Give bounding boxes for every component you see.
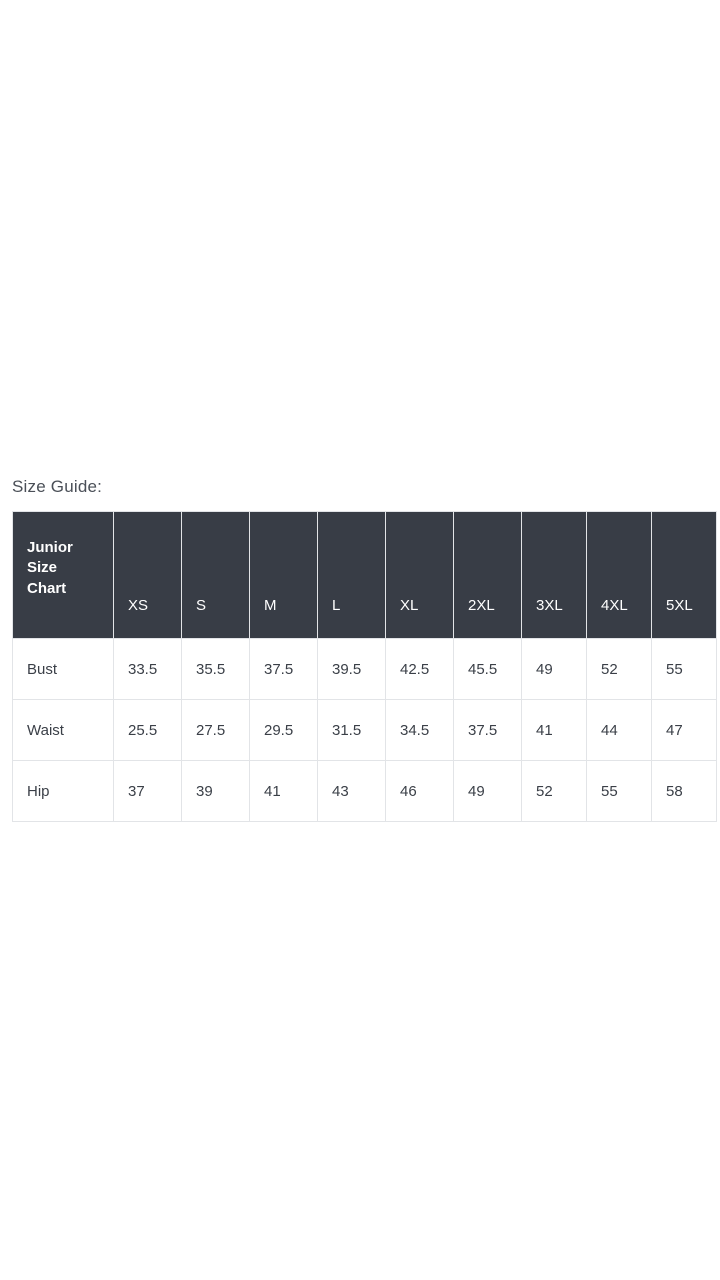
junior-size-chart-table bbox=[12, 511, 717, 822]
cell-bust-xl-text: 42.5 bbox=[400, 660, 430, 678]
cell-bust-3xl-text: 49 bbox=[536, 660, 553, 678]
header-size-2xl bbox=[454, 512, 522, 639]
cell-bust-l bbox=[318, 639, 386, 700]
cell-hip-3xl bbox=[522, 761, 587, 822]
size-guide-label: Size Guide: bbox=[12, 477, 103, 496]
cell-hip-2xl bbox=[454, 761, 522, 822]
cell-waist-4xl bbox=[587, 700, 652, 761]
cell-hip-l-text: 43 bbox=[332, 782, 349, 800]
header-size-5xl-label: 5XL bbox=[666, 596, 693, 614]
cell-hip-xs-text: 37 bbox=[128, 782, 145, 800]
cell-hip-4xl-text: 55 bbox=[601, 782, 618, 800]
cell-hip-xl-text: 46 bbox=[400, 782, 417, 800]
header-size-xl-label: XL bbox=[400, 596, 419, 614]
cell-waist-xs-text: 25.5 bbox=[128, 721, 158, 739]
cell-bust-4xl-text: 52 bbox=[601, 660, 618, 678]
cell-waist-xl-text: 34.5 bbox=[400, 721, 430, 739]
header-size-3xl-label: 3XL bbox=[536, 596, 563, 614]
cell-bust-s bbox=[182, 639, 250, 700]
cell-waist-5xl bbox=[652, 700, 717, 761]
cell-waist-2xl-text: 37.5 bbox=[468, 721, 498, 739]
cell-bust-xs-text: 33.5 bbox=[128, 660, 158, 678]
cell-bust-xl bbox=[386, 639, 454, 700]
header-size-2xl-label: 2XL bbox=[468, 596, 495, 614]
header-size-s-label: S bbox=[196, 596, 207, 614]
table-row bbox=[13, 761, 717, 822]
cell-waist-xl bbox=[386, 700, 454, 761]
cell-waist-2xl bbox=[454, 700, 522, 761]
cell-waist-3xl bbox=[522, 700, 587, 761]
header-size-m bbox=[250, 512, 318, 639]
cell-waist-l bbox=[318, 700, 386, 761]
cell-waist-5xl-text: 47 bbox=[666, 721, 683, 739]
table-header bbox=[13, 512, 717, 639]
cell-waist-3xl-text: 41 bbox=[536, 721, 553, 739]
row-label-hip-text: Hip bbox=[27, 782, 50, 800]
cell-bust-5xl bbox=[652, 639, 717, 700]
cell-hip-xs bbox=[114, 761, 182, 822]
row-label-waist-text: Waist bbox=[27, 721, 64, 739]
cell-bust-l-text: 39.5 bbox=[332, 660, 362, 678]
cell-hip-3xl-text: 52 bbox=[536, 782, 553, 800]
cell-hip-s bbox=[182, 761, 250, 822]
cell-hip-4xl bbox=[587, 761, 652, 822]
cell-bust-5xl-text: 55 bbox=[666, 660, 683, 678]
size-chart-container bbox=[12, 511, 709, 822]
cell-waist-l-text: 31.5 bbox=[332, 721, 362, 739]
cell-bust-3xl bbox=[522, 639, 587, 700]
cell-hip-xl bbox=[386, 761, 454, 822]
table-row bbox=[13, 700, 717, 761]
header-size-l-label: L bbox=[332, 596, 341, 614]
cell-bust-2xl bbox=[454, 639, 522, 700]
header-size-xs bbox=[114, 512, 182, 639]
header-corner-cell bbox=[13, 512, 114, 639]
cell-waist-xs bbox=[114, 700, 182, 761]
table-body bbox=[13, 639, 717, 822]
row-label-hip bbox=[13, 761, 114, 822]
header-row bbox=[13, 512, 717, 639]
header-size-5xl bbox=[652, 512, 717, 639]
cell-hip-s-text: 39 bbox=[196, 782, 213, 800]
cell-hip-m bbox=[250, 761, 318, 822]
cell-waist-s bbox=[182, 700, 250, 761]
cell-hip-5xl bbox=[652, 761, 717, 822]
row-label-bust bbox=[13, 639, 114, 700]
cell-waist-m-text: 29.5 bbox=[264, 721, 294, 739]
header-size-m-label: M bbox=[264, 596, 277, 614]
header-size-l bbox=[318, 512, 386, 639]
cell-hip-l bbox=[318, 761, 386, 822]
cell-bust-m bbox=[250, 639, 318, 700]
cell-waist-s-text: 27.5 bbox=[196, 721, 226, 739]
table-row bbox=[13, 639, 717, 700]
header-corner-label: Junior Size Chart bbox=[27, 539, 73, 597]
cell-hip-2xl-text: 49 bbox=[468, 782, 485, 800]
header-size-4xl-label: 4XL bbox=[601, 596, 628, 614]
row-label-waist bbox=[13, 700, 114, 761]
header-size-4xl bbox=[587, 512, 652, 639]
cell-hip-5xl-text: 58 bbox=[666, 782, 683, 800]
header-size-s bbox=[182, 512, 250, 639]
cell-hip-m-text: 41 bbox=[264, 782, 281, 800]
cell-waist-m bbox=[250, 700, 318, 761]
cell-bust-xs bbox=[114, 639, 182, 700]
cell-bust-s-text: 35.5 bbox=[196, 660, 226, 678]
header-size-xs-label: XS bbox=[128, 596, 149, 614]
cell-bust-4xl bbox=[587, 639, 652, 700]
header-size-xl bbox=[386, 512, 454, 639]
cell-waist-4xl-text: 44 bbox=[601, 721, 618, 739]
cell-bust-m-text: 37.5 bbox=[264, 660, 294, 678]
header-size-3xl bbox=[522, 512, 587, 639]
cell-bust-2xl-text: 45.5 bbox=[468, 660, 498, 678]
row-label-bust-text: Bust bbox=[27, 660, 58, 678]
